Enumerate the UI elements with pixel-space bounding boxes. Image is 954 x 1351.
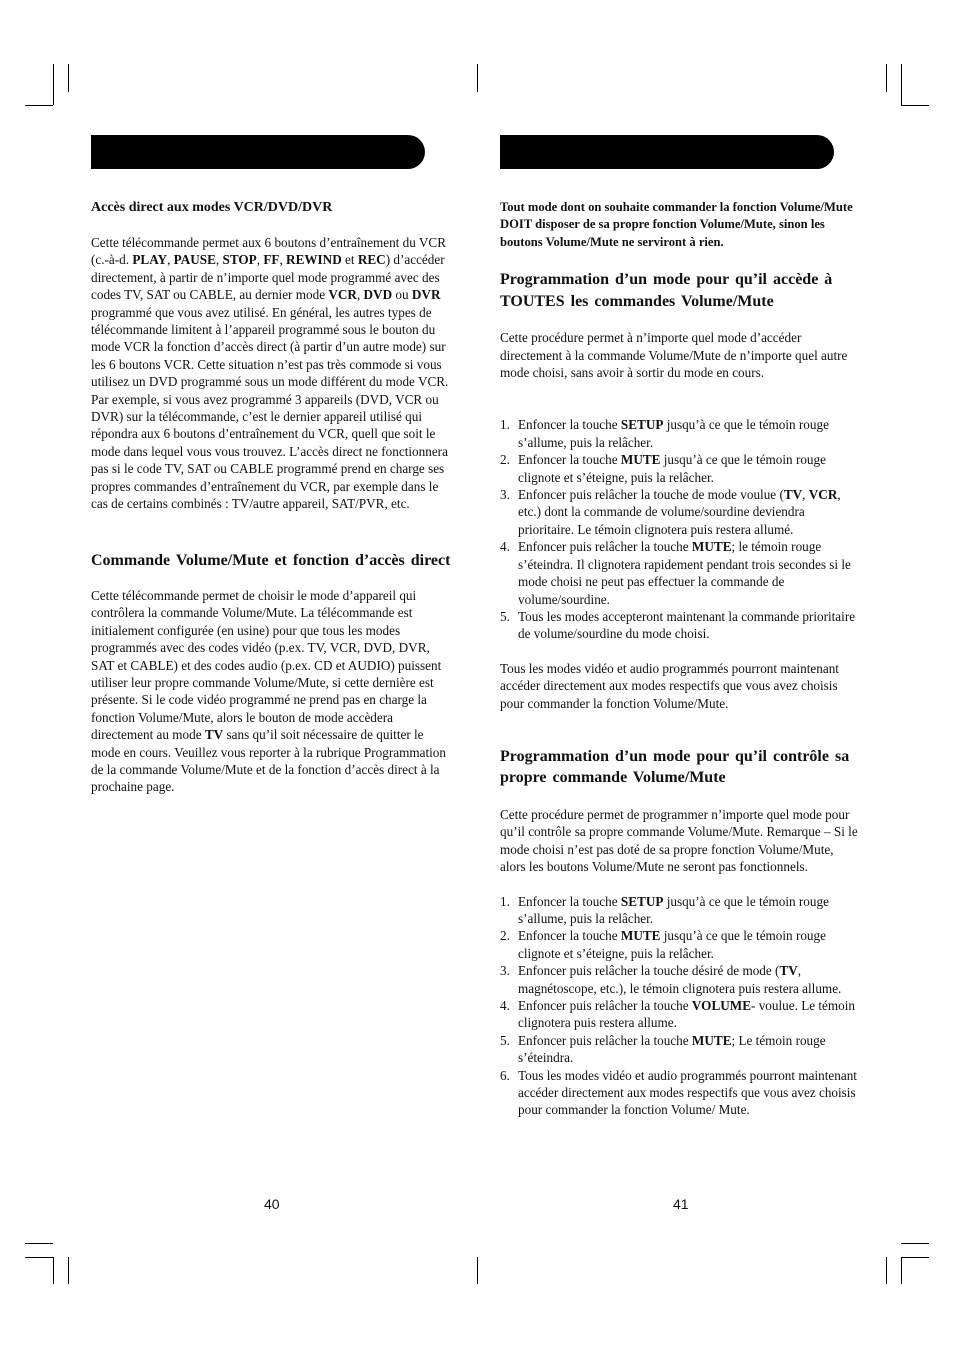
procedure-intro-1: Cette procédure permet à n’importe quel mode d’accéder directement à la commande Volume/Mute de n’importe quel autre mode choisi, sans avoir à sortir du mode en cours. xyxy=(500,330,848,381)
step-number: 2. xyxy=(500,452,510,468)
crop-mark xyxy=(886,1257,887,1284)
step-item xyxy=(500,997,862,1032)
step-number: 4. xyxy=(500,998,510,1013)
step-number: 5. xyxy=(500,1032,510,1048)
steps-list-1 xyxy=(500,416,862,642)
step-item xyxy=(500,1067,862,1119)
step-key-label: MUTE xyxy=(691,539,732,555)
step-text: jusqu’à ce que le témoin rouge s’allume, puis la relâcher. xyxy=(518,417,829,450)
direct-access-paragraph: Cette télécommande permet aux 6 boutons d’entraînement du VCR (c.-à-d. PLAY, PAUSE, STOP, FF, REWIND et REC) d’accéder directement, à partir de n’importe quel mode programmé avec des codes TV, SAT ou CABLE, au dernier mode VCR, DVD ou DVR programmé que vous avez utilisé. En général, les autres types de télécommande limitent à l’appareil programmé sous le bouton du mode VCR la fonction d’accès direct (à partir d’un autre mode) sur les 6 boutons VCR. Cette situation n’est pas très commode si vous utilisez un DVD programmé sous un mode différent du mode VCR. Par exemple, si vous avez programmé 3 appareils (DVD, VCR ou DVR) sur la télécommande, c’est le dernier appareil utilisé qui répondra aux 6 boutons d’entraînement du VCR, quell que soit le mode dans lequel vous vous trouvez. L’accès direct ne fonctionnera pas si le code TV, SAT ou CABLE programmé prend en charge ses propres commandes d’entraînement du VCR, par exemple dans le cas de certains combinés : TV/autre appareil, SAT/PVR, etc. xyxy=(91,235,449,512)
step-number: 6. xyxy=(500,1067,510,1083)
step-text: Tous les modes accepteront maintenant la commande prioritaire de volume/sourdine du mode choisi. xyxy=(518,608,856,642)
crop-mark xyxy=(53,64,54,105)
heading-access-all: Programmation d’un mode pour qu’il accède à TOUTES les commandes Volume/Mute xyxy=(500,271,833,310)
step-number: 3. xyxy=(500,487,510,503)
step-key-label: VCR xyxy=(808,487,838,503)
volume-mute-paragraph: Cette télécommande permet de choisir le mode d’appareil qui contrôlera la commande Volume/Mute. La télécommande est initialement configurée (en usine) pour que tous les modes programmés avec des codes vidéo (p.ex. TV, VCR, DVD, DVR, SAT et CABLE) et des codes audio (p.ex. CD et AUDIO) puissent utiliser leur propre commande Volume/Mute, si cette dernière est présente. Si le code vidéo programmé ne prend pas en charge la fonction Volume/Mute, alors le bouton de mode accèdera directement au mode TV sans qu’il soit nécessaire de quitter le mode en cours. Veuillez vous reporter à la rubrique Programmation de la commande Volume/Mute et de la fonction d’accès direct à la prochaine page. xyxy=(91,588,446,795)
step-text: Enfoncer puis relâcher la touche de mode voulue ( xyxy=(518,487,784,503)
crop-mark xyxy=(68,64,69,92)
subheading-direct-access: Accès direct aux modes VCR/DVD/DVR xyxy=(91,200,333,215)
step-text: jusqu’à ce que le témoin rouge s’allume, puis la relâcher. xyxy=(518,893,829,926)
step-number: 1. xyxy=(500,893,510,909)
step-number: 1. xyxy=(500,417,510,433)
crop-mark xyxy=(53,1257,54,1284)
step-item xyxy=(500,538,862,608)
step-number: 2. xyxy=(500,928,510,944)
step-key-label: MUTE xyxy=(691,1032,732,1048)
step-text: Enfoncer la touche xyxy=(518,417,621,433)
right-header-bar xyxy=(500,135,834,169)
step-number: 3. xyxy=(500,963,510,979)
step-key-label: MUTE xyxy=(620,928,661,944)
left-header-bar xyxy=(91,135,425,169)
crop-mark xyxy=(901,1243,929,1244)
step-item xyxy=(500,451,862,486)
step-text: Enfoncer la touche xyxy=(518,928,621,944)
step-text: jusqu’à ce que le témoin rouge clignote et s’éteigne, puis la relâcher. xyxy=(518,452,826,485)
crop-mark xyxy=(901,1257,929,1258)
step-text: ; Le témoin rouge s’éteindra. xyxy=(518,1032,826,1066)
step-item xyxy=(500,608,862,643)
steps-list-2 xyxy=(500,893,862,1119)
page-number-left: 40 xyxy=(264,1196,280,1212)
crop-mark xyxy=(886,64,887,92)
step-text: Tous les modes vidéo et audio programmés pourront maintenant accéder directement aux modes respectifs que vous avez choisis pour commander la fonction Volume/ Mute. xyxy=(518,1067,857,1118)
step-number: 4. xyxy=(500,539,510,555)
crop-mark xyxy=(477,64,478,92)
crop-mark xyxy=(477,1257,478,1284)
step-text: , xyxy=(802,487,809,503)
step-text: Enfoncer puis relâcher la touche xyxy=(518,998,692,1013)
crop-mark xyxy=(901,1257,902,1284)
crop-mark xyxy=(901,105,929,106)
crop-mark xyxy=(25,1257,53,1258)
step-text: Enfoncer puis relâcher la touche désiré de mode ( xyxy=(518,963,780,979)
step-text: jusqu’à ce que le témoin rouge clignote et s’éteigne, puis la relâcher. xyxy=(518,928,826,961)
step-key-label: SETUP xyxy=(620,417,664,433)
step-number: 5. xyxy=(500,608,510,624)
step-item xyxy=(500,927,862,962)
step-text: Enfoncer puis relâcher la touche xyxy=(518,539,692,555)
step-text: ; le témoin rouge s’éteindra. Il clignotera rapidement pendant trois secondes si le mode choisi ne peut pas effectuer la commande de volume/sourdine. xyxy=(518,539,851,607)
step-key-label: MUTE xyxy=(620,452,661,468)
step-item xyxy=(500,486,862,538)
step-text: , etc.) dont la commande de volume/sourdine deviendra prioritaire. Le témoin clignotera puis restera allumé. xyxy=(518,487,841,537)
step-key-label: SETUP xyxy=(620,893,664,909)
step-item xyxy=(500,893,862,928)
page-number-right: 41 xyxy=(673,1196,689,1212)
right-column xyxy=(500,199,862,1119)
step-text: , magnétoscope, etc.), le témoin clignotera puis restera allume. xyxy=(518,963,842,996)
step-text: Enfoncer puis relâcher la touche xyxy=(518,1032,692,1048)
step-text: Enfoncer la touche xyxy=(518,893,621,909)
crop-mark xyxy=(68,1257,69,1284)
step-item xyxy=(500,962,862,997)
crop-mark xyxy=(25,105,53,106)
procedure-outro-1: Tous les modes vidéo et audio programmés pourront maintenant accéder directement aux modes respectifs que vous avez choisis pour commander la fonction Volume/Mute. xyxy=(500,660,839,711)
step-text: Enfoncer la touche xyxy=(518,452,621,468)
crop-mark xyxy=(25,1243,53,1244)
procedure-intro-2: Cette procédure permet de programmer n’importe quel mode pour qu’il contrôle sa propre commande Volume/Mute. Remarque – Si le mode choisi n’est pas doté de sa propre fonction Volume/Mute, alors les boutons Volume/Mute ne seront pas fonctionnels. xyxy=(500,806,858,875)
step-key-label: VOLUME xyxy=(691,998,752,1013)
left-column xyxy=(91,200,455,796)
crop-mark xyxy=(901,64,902,105)
step-item xyxy=(500,1032,862,1067)
heading-volume-mute: Commande Volume/Mute et fonction d’accès direct xyxy=(91,551,451,569)
warning-note: Tout mode dont on souhaite commander la fonction Volume/Mute DOIT disposer de sa propre fonction Volume/Mute, sinon les boutons Volume/Mute ne serviront à rien. xyxy=(500,200,853,249)
step-text: - voulue. Le témoin clignotera puis restera allume. xyxy=(518,998,856,1031)
step-item xyxy=(500,416,862,451)
step-key-label: TV xyxy=(779,963,798,979)
heading-own-control: Programmation d’un mode pour qu’il contrôle sa propre commande Volume/Mute xyxy=(500,747,850,787)
step-key-label: TV xyxy=(783,487,803,503)
